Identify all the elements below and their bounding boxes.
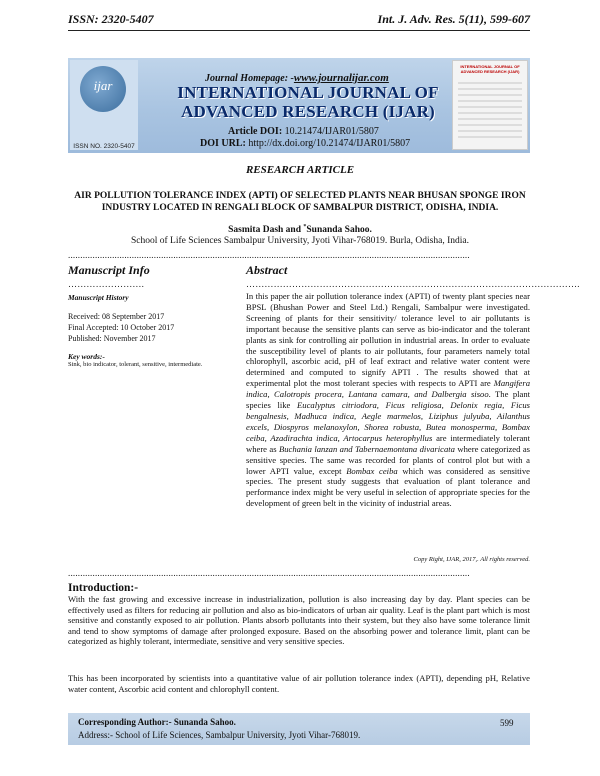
journal-title-line1: INTERNATIONAL JOURNAL OF [177, 83, 439, 102]
abstract-part: . The plant species like [246, 389, 531, 411]
citation-header: Int. J. Adv. Res. 5(11), 599-607 [377, 12, 530, 26]
cover-line [458, 124, 522, 126]
journal-logo-text: ijar [93, 78, 113, 93]
doi-value: 10.21474/IJAR01/5807 [284, 126, 379, 137]
divider-dots: ……………………. [68, 279, 145, 289]
corresponding-author: Corresponding Author:- Sunanda Sahoo. [78, 717, 236, 727]
cover-line [458, 94, 522, 96]
doi-url-link[interactable]: http://dx.doi.org/10.21474/IJAR01/5807 [248, 138, 411, 149]
doi-label: Article DOI: [228, 126, 283, 137]
species-list: Bombax ceiba [346, 465, 398, 476]
abstract-part: where categorized as sensitive species. The same was recorded for plants of control plot but with a lower APTI value, except [246, 443, 530, 476]
abstract-heading: Abstract [246, 263, 288, 277]
introduction-paragraph-2: This has been incorporated by scientists into a quantitative value of air pollution tolerance index (APTI), depending pH, Relative water content, Ascorbic acid content and chlorophyll content. [68, 673, 530, 694]
abstract-part: In this paper the air pollution tolerance index (APTI) of twenty plant species near BPSL (Bhushan Power and Steel Ltd.) Rengali, Sambalpur were investigated. Screening of plants for their sensitivity/ tolerance level to air pollutants is important because the sensitive plants can serve as bio-indicator and the tolerant plants as sink for controlling air pollution in industrial areas. In order to evaluate the susceptibility level of plants to air pollutants, four parameters namely total chlorophyll, ascorbic acid, pH of leaf extract and relative water content were determined and computed to signify APTI . The results showed that at experimental plot the most tolerant species with respects to APTI are [246, 291, 530, 389]
keywords-label: Key words:- [68, 352, 105, 361]
author-2: Sunanda Sahoo. [306, 225, 372, 236]
introduction-paragraph-1: With the fast growing and excessive increase in industrialization, pollution is also increasing day by day. Plant species can be effectively used as filters for reducing air pollution and also as bio-indicators of urban air quality. Leaf is the plant part which is most sensitive and constantly exposed to air pollution. Plants absorb pollutants into their system, but they also have some tolerance limit and tend to show symptoms of damage after prolonged exposure. Based on the absorbing power and tolerance limit, plant can be categorized as highly tolerant, intermediate, sensitive and very sensitive species. [68, 594, 530, 647]
doi-url [200, 138, 410, 149]
cover-line [458, 112, 522, 114]
species-list: Eucalyptus citriodora, Ficus religiosa, Delonix regia, Ficus bengalnesis, Madhuca indica, Aegle marmelos, Liziphus julyuba, Ailanthus excels, Diospyros melanoxylon, Shorea robusta, Butea monosperma, Bombax ceiba, Azadirachta indica, Artocarpus heterophyllus [246, 400, 530, 443]
header-rule [68, 30, 530, 31]
logo-issn: ISSN NO. 2320-5407 [73, 143, 135, 150]
homepage-link[interactable]: www.journalijar.com [293, 72, 389, 84]
cover-line [458, 100, 522, 102]
introduction-heading: Introduction:- [68, 582, 139, 594]
journal-title [168, 83, 448, 121]
cover-line [458, 118, 522, 120]
page-number: 599 [500, 718, 514, 728]
abstract-text [246, 291, 530, 509]
abstract-part: which was considered as sensitive species. The present study suggests that evaluation of plant tolerance and performance index might be very useful in selection of appropriate species for the development of green belt in the vicinity of industrial areas. [246, 465, 530, 509]
doi-url-label: DOI URL: [200, 138, 246, 149]
homepage-label: Journal Homepage: - [205, 73, 294, 84]
divider-dots: .................................................................................................................................................................... [68, 250, 470, 260]
copyright-notice: Copy Right, IJAR, 2017,. All rights reserved. [413, 556, 530, 563]
divider-dots: ………………………………………………………………………………………………. [246, 279, 580, 289]
cover-line [458, 106, 522, 108]
cover-line [458, 136, 522, 138]
cover-line [458, 82, 522, 84]
cover-title: INTERNATIONAL JOURNAL OF ADVANCED RESEARCH (IJAR) [460, 64, 520, 74]
author-address: Address:- School of Life Sciences, Sambalpur University, Jyoti Vihar-768019. [78, 730, 361, 740]
authors [0, 224, 600, 235]
journal-title-line2: ADVANCED RESEARCH (IJAR) [181, 102, 435, 121]
affiliation: School of Life Sciences Sambalpur University, Jyoti Vihar-768019. Burla, Odisha, India. [130, 236, 469, 246]
cover-line [458, 88, 522, 90]
author-1: Sasmita Dash and [228, 225, 301, 236]
manuscript-info-heading: Manuscript Info [68, 263, 150, 277]
received-date: Received: 08 September 2017 [68, 312, 165, 321]
keywords: Sink, bio indicator, tolerant, sensitive, intermediate. [68, 361, 203, 368]
divider-dots: .................................................................................................................................................................... [68, 568, 470, 578]
paper-title: AIR POLLUTION TOLERANCE INDEX (APTI) OF SELECTED PLANTS NEAR BHUSAN SPONGE IRON INDUSTRY LOCATED IN RENGALI BLOCK OF SAMBALPUR DISTRICT, ODISHA, INDIA. [74, 191, 526, 213]
species-list: Mangifera indica, Calotropis procera, Lantana camara, and Dalbergia sisoo [246, 378, 530, 400]
article-doi [228, 126, 379, 137]
article-type: RESEARCH ARTICLE [245, 164, 355, 176]
published-date: Published: November 2017 [68, 334, 156, 343]
corresponding-mark: * [303, 224, 307, 230]
accepted-date: Final Accepted: 10 October 2017 [68, 323, 175, 332]
manuscript-history-label: Manuscript History [68, 293, 129, 302]
cover-line [458, 130, 522, 132]
species-list: Buchania lanzan and Tabernaemontana divaricata [279, 443, 455, 454]
abstract-part: are intermediately tolerant where as [246, 432, 530, 454]
issn-header: ISSN: 2320-5407 [68, 12, 154, 26]
